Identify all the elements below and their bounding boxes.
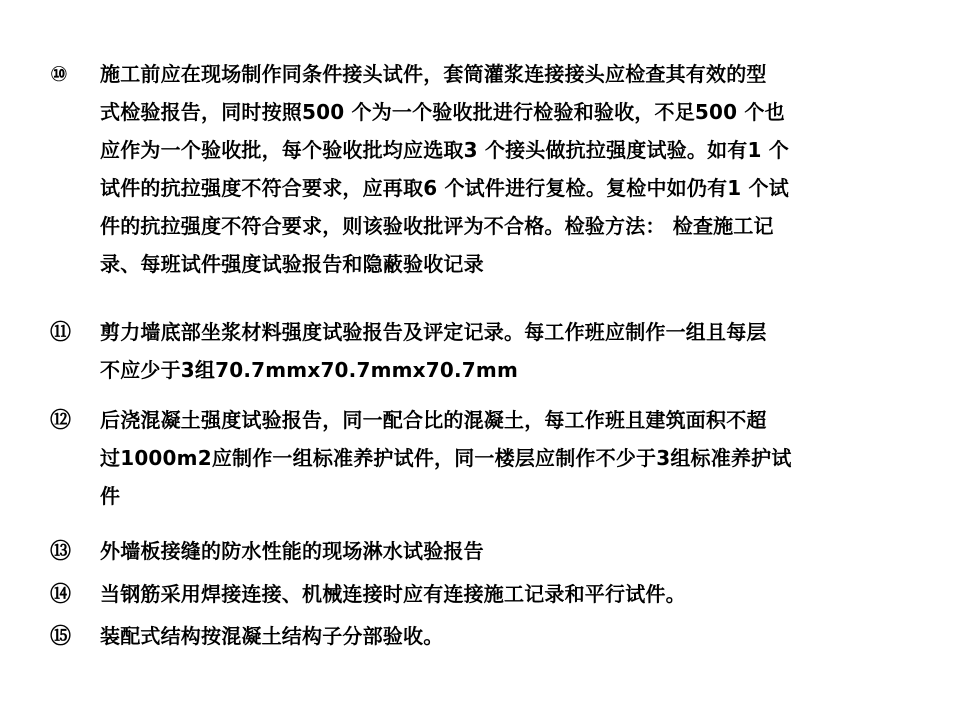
item-marker: ⑫ — [50, 408, 71, 432]
item-text — [100, 532, 920, 570]
item-marker: ⑭ — [50, 582, 71, 606]
item-text — [100, 617, 920, 655]
list-item-10 — [50, 55, 920, 283]
text-line: 不应少于3组70.7mmx70.7mmx70.7mm — [100, 358, 518, 382]
text-line: 剪力墙底部坐浆材料强度试验报告及评定记录。每工作班应制作一组且每层 — [100, 320, 767, 344]
item-text — [100, 575, 920, 613]
text-line: 后浇混凝土强度试验报告，同一配合比的混凝土，每工作班且建筑面积不超 — [100, 408, 767, 432]
text-line: 式检验报告，同时按照500 个为一个验收批进行检验和验收，不足500 个也 — [100, 100, 785, 124]
list-item-13 — [50, 532, 920, 570]
text-line: 装配式结构按混凝土结构子分部验收。 — [100, 624, 444, 648]
item-marker: ⑬ — [50, 539, 71, 563]
item-text — [100, 55, 920, 283]
text-line: 件的抗拉强度不符合要求，则该验收批评为不合格。检验方法： 检查施工记 — [100, 214, 774, 238]
item-marker: ⑮ — [50, 624, 71, 648]
list-item-11 — [50, 313, 920, 389]
item-text — [100, 313, 920, 389]
list-item-15 — [50, 617, 920, 655]
text-line: 当钢筋采用焊接连接、机械连接时应有连接施工记录和平行试件。 — [100, 582, 686, 606]
list-item-14 — [50, 575, 920, 613]
text-line: 施工前应在现场制作同条件接头试件，套筒灌浆连接接头应检查其有效的型 — [100, 62, 767, 86]
text-line: 外墙板接缝的防水性能的现场淋水试验报告 — [100, 539, 484, 563]
item-marker: ⑩ — [50, 62, 68, 86]
item-text — [100, 401, 920, 515]
list-item-12 — [50, 401, 920, 515]
text-line: 应作为一个验收批，每个验收批均应选取3 个接头做抗拉强度试验。如有1 个 — [100, 138, 789, 162]
text-line: 过1000m2应制作一组标准养护试件，同一楼层应制作不少于3组标准养护试 — [100, 446, 792, 470]
text-line: 试件的抗拉强度不符合要求，应再取6 个试件进行复检。复检中如仍有1 个试 — [100, 176, 789, 200]
item-marker: ⑪ — [50, 320, 71, 344]
text-line: 录、每班试件强度试验报告和隐蔽验收记录 — [100, 252, 484, 276]
text-line: 件 — [100, 484, 121, 508]
